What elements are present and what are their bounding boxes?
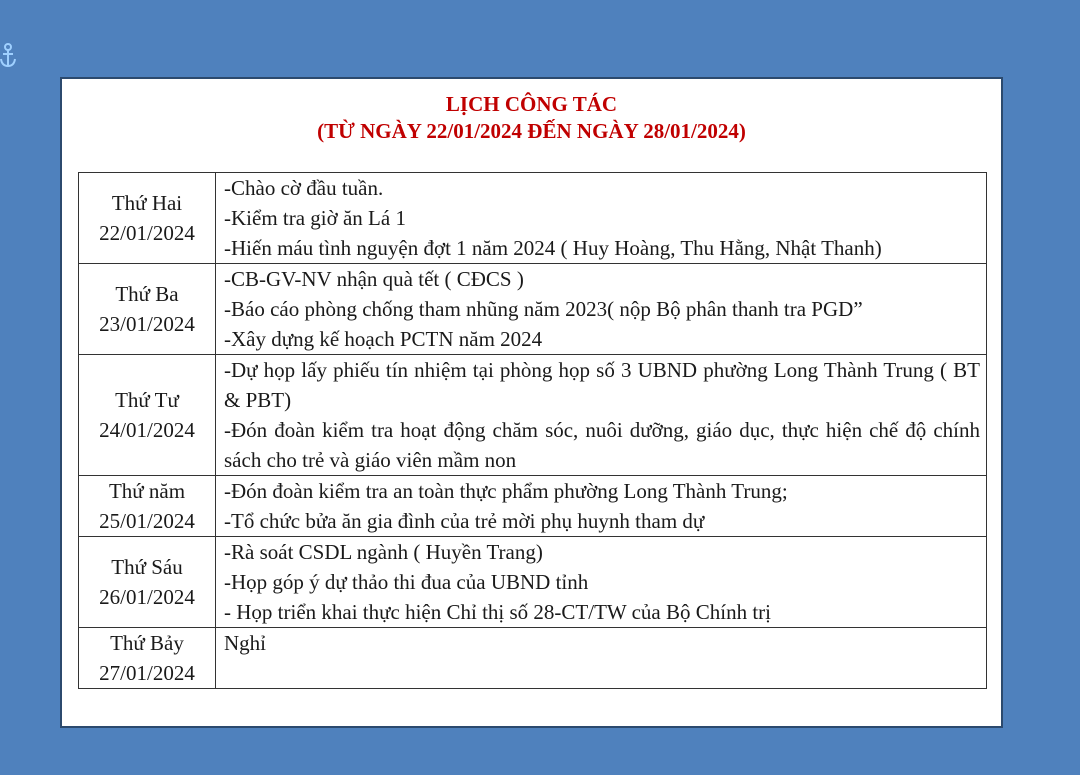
day-date: 23/01/2024 (99, 312, 195, 336)
tasks-cell (216, 476, 987, 537)
task-item: Nghỉ (224, 631, 266, 655)
day-date: 24/01/2024 (99, 418, 195, 442)
task-item: -Chào cờ đầu tuần. (224, 176, 384, 200)
day-date: 26/01/2024 (99, 585, 195, 609)
task-item: -Rà soát CSDL ngành ( Huyền Trang) (224, 540, 543, 564)
schedule-table (78, 172, 987, 689)
day-date: 22/01/2024 (99, 221, 195, 245)
day-name: Thứ Sáu (111, 555, 183, 579)
anchor-icon (0, 40, 22, 70)
day-cell (79, 628, 216, 689)
day-name: Thứ Ba (115, 282, 179, 306)
task-item: -Kiểm tra giờ ăn Lá 1 (224, 206, 406, 230)
tasks-cell (216, 264, 987, 355)
tasks-cell (216, 537, 987, 628)
day-date: 27/01/2024 (99, 661, 195, 685)
task-item: -Đón đoàn kiểm tra an toàn thực phẩm phường Long Thành Trung; (224, 479, 788, 503)
task-item: -Dự họp lấy phiếu tín nhiệm tại phòng họp số 3 UBND phường Long Thành Trung ( BT & PBT) (224, 358, 980, 412)
schedule-document (60, 77, 1003, 728)
day-name: Thứ Bảy (110, 631, 184, 655)
day-date: 25/01/2024 (99, 509, 195, 533)
schedule-row (79, 537, 987, 628)
day-cell (79, 355, 216, 476)
tasks-cell (216, 173, 987, 264)
title-line-1: LỊCH CÔNG TÁC (445, 92, 618, 116)
tasks-cell (216, 628, 987, 689)
day-cell (79, 173, 216, 264)
day-cell (79, 264, 216, 355)
task-item: -Tổ chức bửa ăn gia đình của trẻ mời phụ huynh tham dự (224, 509, 705, 533)
day-cell (79, 476, 216, 537)
schedule-row (79, 476, 987, 537)
task-item: -Báo cáo phòng chống tham nhũng năm 2023( nộp Bộ phân thanh tra PGD” (224, 297, 863, 321)
task-item: -Xây dựng kế hoạch PCTN năm 2024 (224, 327, 543, 351)
day-name: Thứ năm (108, 479, 186, 503)
task-item: -CB-GV-NV nhận quà tết ( CĐCS ) (224, 267, 524, 291)
schedule-row (79, 628, 987, 689)
task-item: -Đón đoàn kiểm tra hoạt động chăm sóc, nuôi dưỡng, giáo dục, thực hiện chế độ chính sách cho trẻ và giáo viên mầm non (224, 418, 980, 472)
day-name: Thứ Hai (111, 191, 183, 215)
schedule-row (79, 264, 987, 355)
tasks-cell (216, 355, 987, 476)
task-item: - Họp triển khai thực hiện Chỉ thị số 28-CT/TW của Bộ Chính trị (224, 600, 772, 624)
title-line-2: (TỪ NGÀY 22/01/2024 ĐẾN NGÀY 28/01/2024) (317, 119, 746, 143)
document-title (62, 91, 1001, 145)
schedule-row (79, 355, 987, 476)
task-item: -Hiến máu tình nguyện đợt 1 năm 2024 ( Huy Hoàng, Thu Hằng, Nhật Thanh) (224, 236, 882, 260)
schedule-row (79, 173, 987, 264)
task-item: -Họp góp ý dự thảo thi đua của UBND tỉnh (224, 570, 589, 594)
day-name: Thứ Tư (115, 388, 179, 412)
day-cell (79, 537, 216, 628)
